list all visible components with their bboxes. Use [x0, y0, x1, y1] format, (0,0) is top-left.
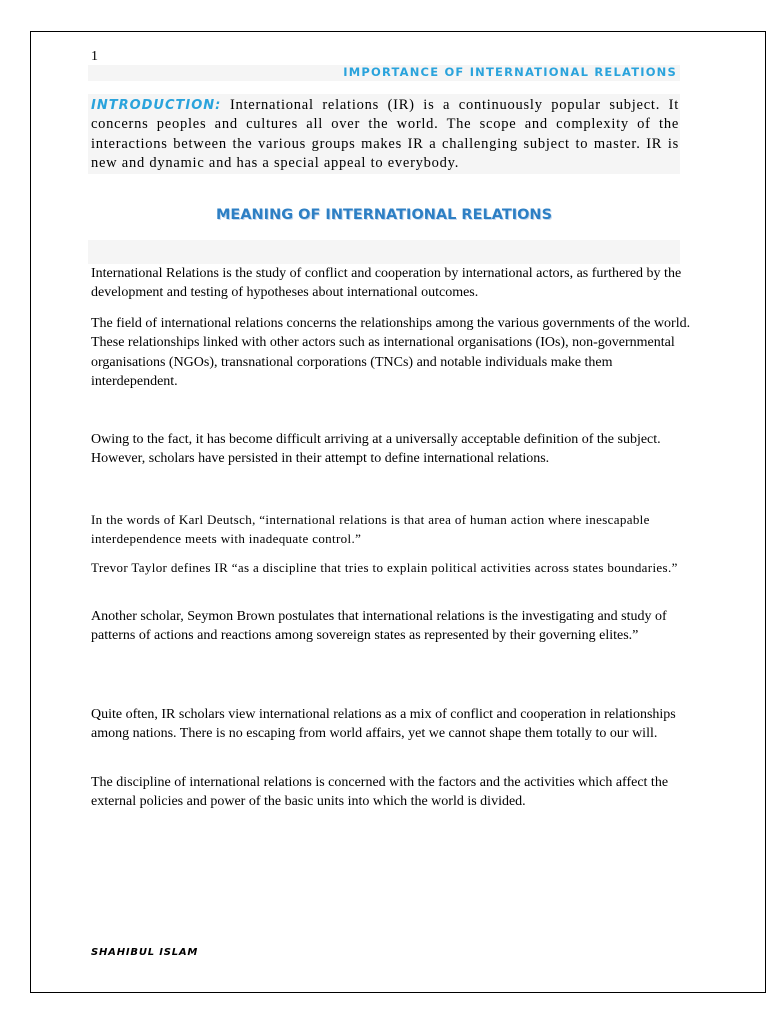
intro-text: International relations (IR) is a continuously popular subject. It concerns peoples and cultures all over the world. The scope and complexity of the interactions between the various groups makes IR a challenging subject to master. IR is new and dynamic and has a special appeal to everybody. — [91, 97, 679, 171]
section-band — [88, 240, 680, 264]
footer-author: SHAHIBUL ISLAM — [91, 947, 199, 958]
paragraph-difficulty: Owing to the fact, it has become difficult arriving at a universally acceptable definition of the subject. However, scholars have persisted in their attempt to define international relations. — [91, 432, 661, 467]
intro-label: INTRODUCTION: — [91, 98, 222, 113]
paragraph-definition: International Relations is the study of conflict and cooperation by international actors, as furthered by the development and testing of hypotheses about international outcomes. — [91, 266, 682, 301]
page-number: 1 — [91, 49, 98, 64]
paragraph-conflict-cooperation: Quite often, IR scholars view international relations as a mix of conflict and cooperation in relationships among nations. There is no escaping from world affairs, yet we cannot shape them totally to our will. — [91, 707, 676, 742]
paragraph-discipline: The discipline of international relations is concerned with the factors and the activities which affect the external policies and power of the basic units into which the world is divided. — [91, 775, 669, 810]
document-page — [30, 31, 766, 993]
paragraph-field: The field of international relations concerns the relationships among the various governments of the world. These relationships linked with other actors such as international organisations (IOs), non-governmental organisations (NGOs), transnational corporations (TNCs) and notable individuals make them interdependent. — [91, 316, 691, 389]
paragraph-brown-quote: Another scholar, Seymon Brown postulates that international relations is the investigating and study of patterns of actions and reactions among sovereign states as represented by their governing elites.” — [91, 609, 667, 644]
paragraph-taylor-quote: Trevor Taylor defines IR “as a discipline that tries to explain political activities across states boundaries.” — [91, 560, 678, 575]
intro-paragraph — [91, 96, 679, 173]
section-title: MEANING OF INTERNATIONAL RELATIONS — [215, 207, 553, 223]
header-title: IMPORTANCE OF INTERNATIONAL RELATIONS — [343, 65, 677, 79]
paragraph-deutsch-quote: In the words of Karl Deutsch, “international relations is that area of human action where inescapable interdependence meets with inadequate control.” — [91, 512, 650, 547]
